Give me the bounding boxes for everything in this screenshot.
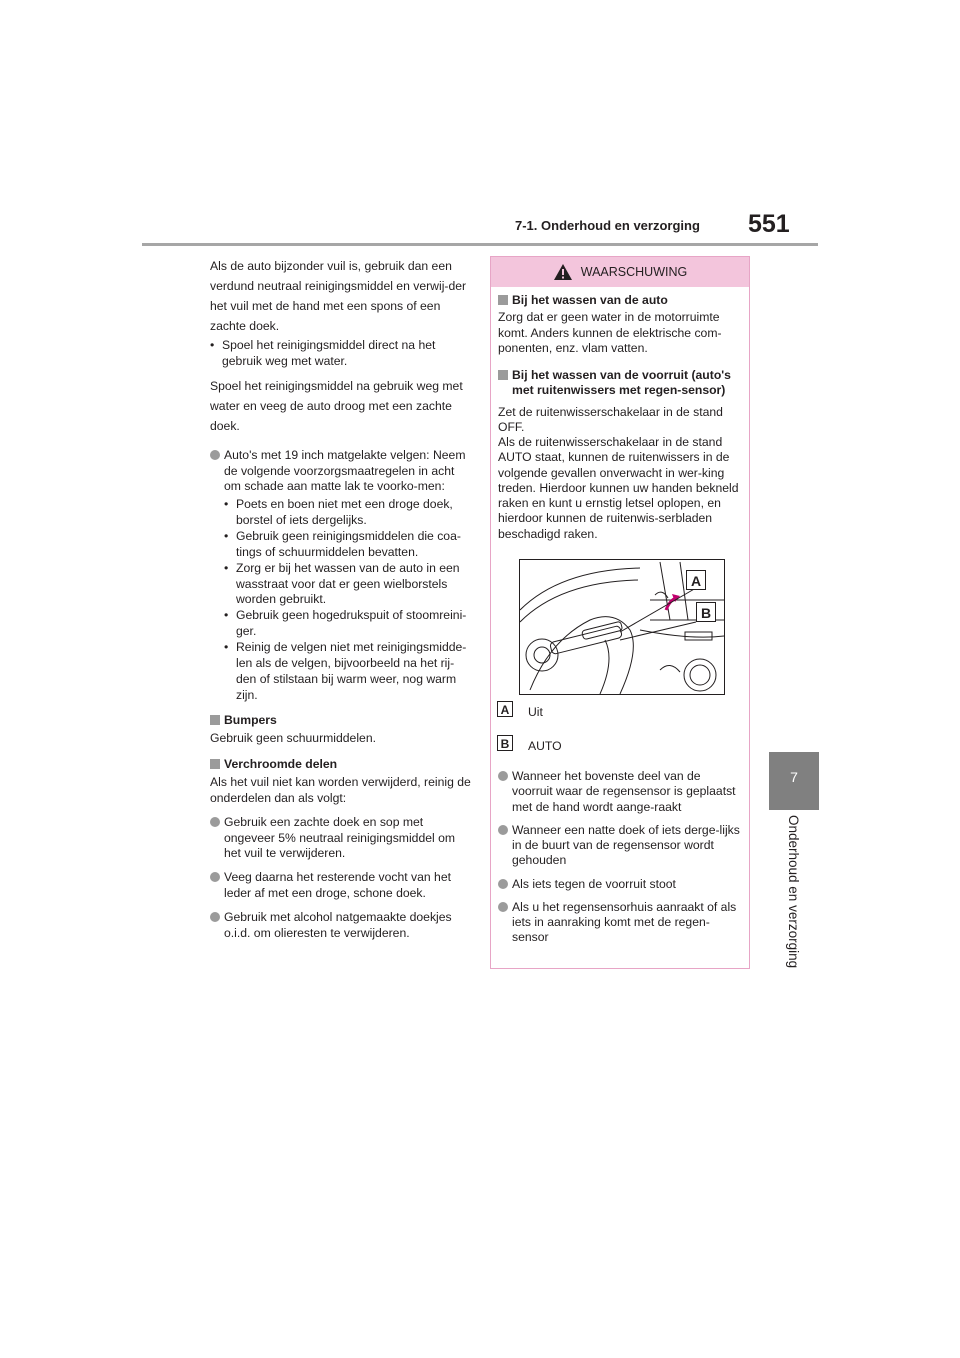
list-item: • Reinig de velgen niet met reinigingsmidde-len als de velgen, bijvoorbeeld na het rij-den of stilstaan bij warm weer, nog warm zijn. (224, 640, 472, 703)
square-bullet-icon (210, 759, 220, 769)
bumpers-text: Gebruik geen schuurmiddelen. (210, 731, 376, 746)
list-item: • Gebruik geen reinigingsmiddelen die coa-tings of schuurmiddelen bevatten. (224, 529, 472, 561)
bullet-dot-icon (498, 902, 508, 912)
intro-bullets (210, 338, 472, 370)
warning-triangle-icon (553, 263, 573, 281)
list-item: • Spoel het reinigingsmiddel direct na het gebruik weg met water. (210, 338, 472, 370)
label-b-box: B (497, 735, 513, 751)
list-item: Als u het regensensorhuis aanraakt of als iets in aanraking komt met de regen-sensor (498, 900, 744, 946)
header-rule (142, 243, 818, 246)
washing-car-heading: Bij het wassen van de auto (498, 293, 744, 308)
list-item: Als iets tegen de voorruit stoot (498, 877, 744, 892)
warning-body (498, 293, 744, 542)
label-a-box: A (497, 701, 513, 717)
matte-wheels-text: Auto's met 19 inch matgelakte velgen: Neem de volgende voorzorgsmaatregelen in acht om schade aan matte lak te voorko-men: (224, 447, 466, 494)
warning-box (490, 256, 750, 969)
list-item: Veeg daarna het resterende vocht van het leder af met een droge, schone doek. (210, 870, 472, 902)
bullet-dot-icon (210, 872, 220, 882)
windshield-text-1: Zet de ruitenwisserschakelaar in de stand OFF. (498, 404, 723, 434)
chapter-tab: 7 (769, 752, 819, 810)
windshield-text-2: Als de ruitenwisserschakelaar in de stand AUTO staat, kunnen de ruitenwissers in de volgende gevallen onverwacht in wer-king treden. Hierdoor kunnen uw handen bekneld raken en kunt u ernstig letsel oplopen, en hierdoor kunnen de ruitenwis-serbladen beschadigd raken. (498, 435, 739, 541)
bullet-dot-icon (498, 879, 508, 889)
chrome-heading: Verchroomde delen (210, 757, 472, 773)
label-b-row (498, 735, 744, 755)
list-item: Wanneer een natte doek of iets derge-lijks in de buurt van de regensensor wordt gehouden (498, 823, 744, 869)
warning-body-lower (498, 701, 744, 946)
list-item: • Poets en boen niet met een droge doek, borstel of iets dergelijks. (224, 497, 472, 529)
matte-wheels-bullets (224, 497, 472, 703)
washing-windshield-heading: Bij het wassen van de voorruit (auto's met ruitenwissers met regen-sensor) (498, 368, 744, 399)
bullet-dot-icon (498, 771, 508, 781)
wiper-switch-illustration (519, 559, 725, 695)
bullet-dot-icon (210, 817, 220, 827)
label-a-text: Uit (528, 705, 543, 719)
warning-title: WAARSCHUWING (580, 265, 688, 279)
chapter-label: Onderhoud en verzorging (786, 815, 801, 969)
rinse-paragraph: Spoel het reinigingsmiddel na gebruik weg met water en veeg de auto droog met een zachte doek. (210, 378, 463, 433)
square-bullet-icon (210, 715, 220, 725)
figure-label-b: B (696, 602, 716, 622)
list-item: • Gebruik geen hogedrukspuit of stoomreini-ger. (224, 608, 472, 640)
bullet-dot-icon (498, 825, 508, 835)
list-item: Gebruik met alcohol natgemaakte doekjes o.i.d. om olieresten te verwijderen. (210, 910, 472, 942)
page-number: 551 (748, 210, 790, 238)
label-b-text: AUTO (528, 739, 562, 753)
intro-paragraph: Als de auto bijzonder vuil is, gebruik dan een verdund neutraal reinigingsmiddel en verwij-der het vuil met de hand met een spons of een zachte doek. (210, 259, 467, 333)
list-item: • Zorg er bij het wassen van de auto in een wasstraat voor dat er geen wielborstels worden gebruikt. (224, 561, 472, 609)
bullet-dot-icon (210, 450, 220, 460)
warning-header (491, 257, 749, 287)
matte-wheels-item (210, 448, 472, 704)
figure-label-a: A (686, 570, 706, 590)
section-title: 7-1. Onderhoud en verzorging (515, 218, 700, 233)
bumpers-heading: Bumpers (210, 713, 472, 729)
square-bullet-icon (498, 370, 508, 380)
bullet-dot-icon (210, 912, 220, 922)
left-column (210, 256, 472, 942)
list-item: Wanneer het bovenste deel van de voorruit waar de regensensor is geplaatst met de hand wordt aange-raakt (498, 769, 744, 815)
list-item: Gebruik een zachte doek en sop met ongeveer 5% neutraal reinigingsmiddel om het vuil te verwijderen. (210, 815, 472, 863)
square-bullet-icon (498, 295, 508, 305)
washing-car-text: Zorg dat er geen water in de motorruimte komt. Anders kunnen de elektrische com-ponenten, enz. vlam vatten. (498, 310, 722, 355)
chrome-text: Als het vuil niet kan worden verwijderd, reinig de onderdelen dan als volgt: (210, 775, 471, 805)
label-a-row (498, 701, 744, 721)
